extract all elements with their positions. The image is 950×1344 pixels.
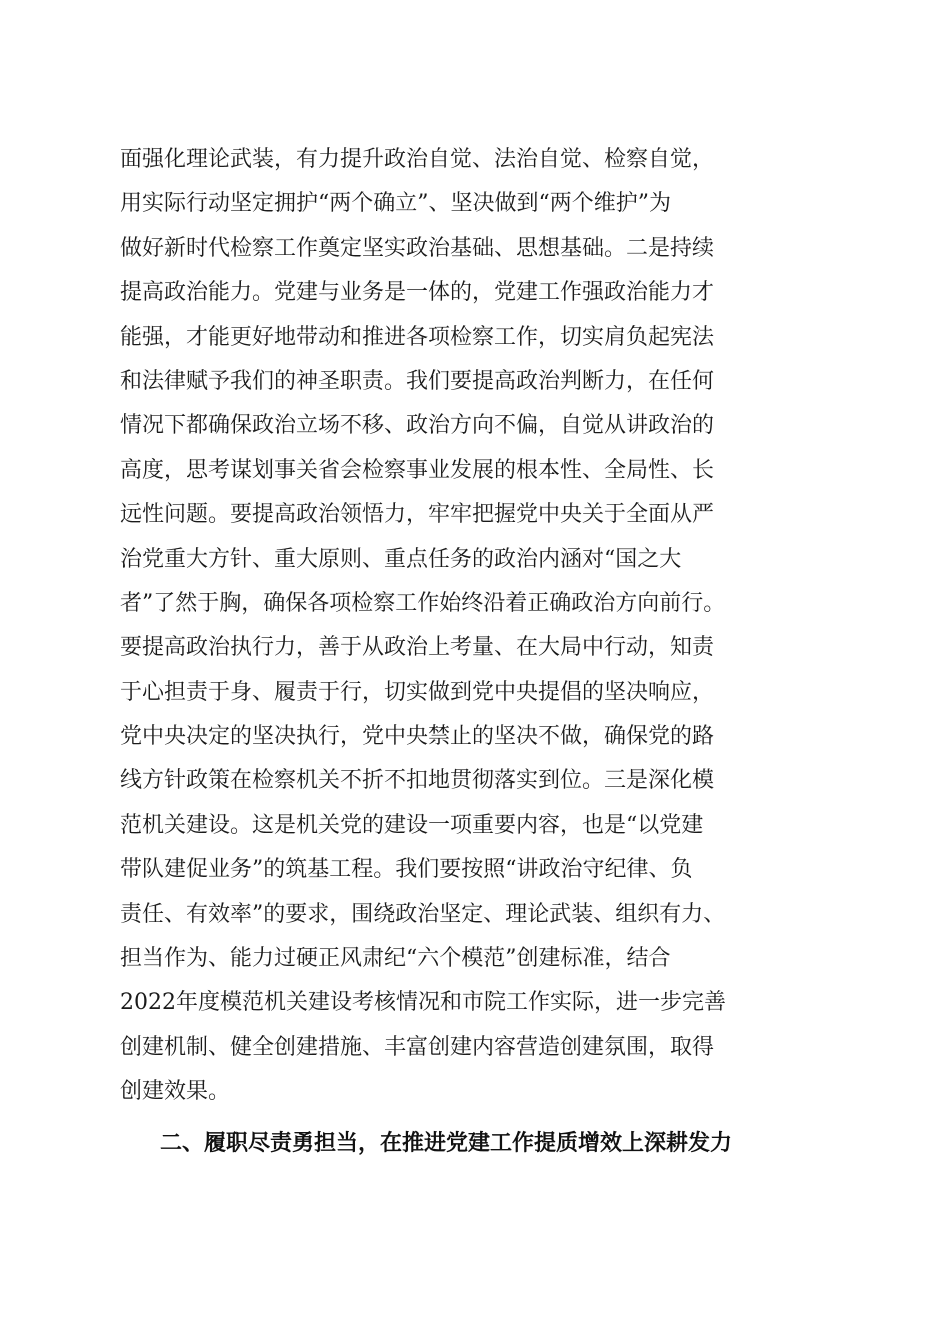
text-line: 党中央决定的坚决执行，党中央禁止的坚决不做，确保党的路 (120, 724, 715, 750)
text-line: 创建机制、健全创建措施、丰富创建内容营造创建氛围，取得 (120, 1034, 715, 1060)
text-line: 做好新时代检察工作奠定坚实政治基础、思想基础。二是持续 (120, 235, 715, 261)
text-line: 线方针政策在检察机关不折不扣地贯彻落实到位。三是深化模 (120, 768, 715, 794)
text-line: 带队建促业务”的筑基工程。我们要按照“讲政治守纪律、负 (120, 857, 693, 883)
text-line: 要提高政治执行力，善于从政治上考量、在大局中行动，知责 (120, 635, 715, 661)
text-line: 高度，思考谋划事关省会检察事业发展的根本性、全局性、长 (120, 457, 715, 483)
text-line: 能强，才能更好地带动和推进各项检察工作，切实肩负起宪法 (120, 324, 715, 350)
text-line: 和法律赋予我们的神圣职责。我们要提高政治判断力，在任何 (120, 368, 715, 394)
text-line: 面强化理论武装，有力提升政治自觉、法治自觉、检察自觉， (120, 147, 715, 172)
text-line: 治党重大方针、重大原则、重点任务的政治内涵对“国之大 (120, 546, 682, 572)
text-line: 责任、有效率”的要求，围绕政治坚定、理论武装、组织有力、 (120, 901, 726, 927)
text-line: 远性问题。要提高政治领悟力，牢牢把握党中央关于全面从严 (120, 502, 715, 528)
text-line: 提高政治能力。党建与业务是一体的，党建工作强政治能力才 (120, 280, 715, 306)
text-line: 担当作为、能力过硬正风肃纪“六个模范”创建标准，结合 (120, 946, 671, 972)
text-line: 2022年度模范机关建设考核情况和市院工作实际，进一步完善 (120, 990, 726, 1016)
text-line: 者”了然于胸，确保各项检察工作始终沿着正确政治方向前行。 (120, 590, 726, 616)
text-line: 用实际行动坚定拥护“两个确立”、坚决做到“两个维护”为 (120, 191, 671, 217)
section-heading: 二、履职尽责勇担当，在推进党建工作提质增效上深耕发力 (160, 1131, 733, 1156)
text-line: 创建效果。 (120, 1079, 231, 1105)
text-line: 范机关建设。这是机关党的建设一项重要内容，也是“以党建 (120, 812, 704, 838)
text-line: 于心担责于身、履责于行，切实做到党中央提倡的坚决响应， (120, 679, 715, 705)
text-line: 情况下都确保政治立场不移、政治方向不偏，自觉从讲政治的 (120, 413, 715, 439)
body-paragraph (120, 138, 860, 1115)
